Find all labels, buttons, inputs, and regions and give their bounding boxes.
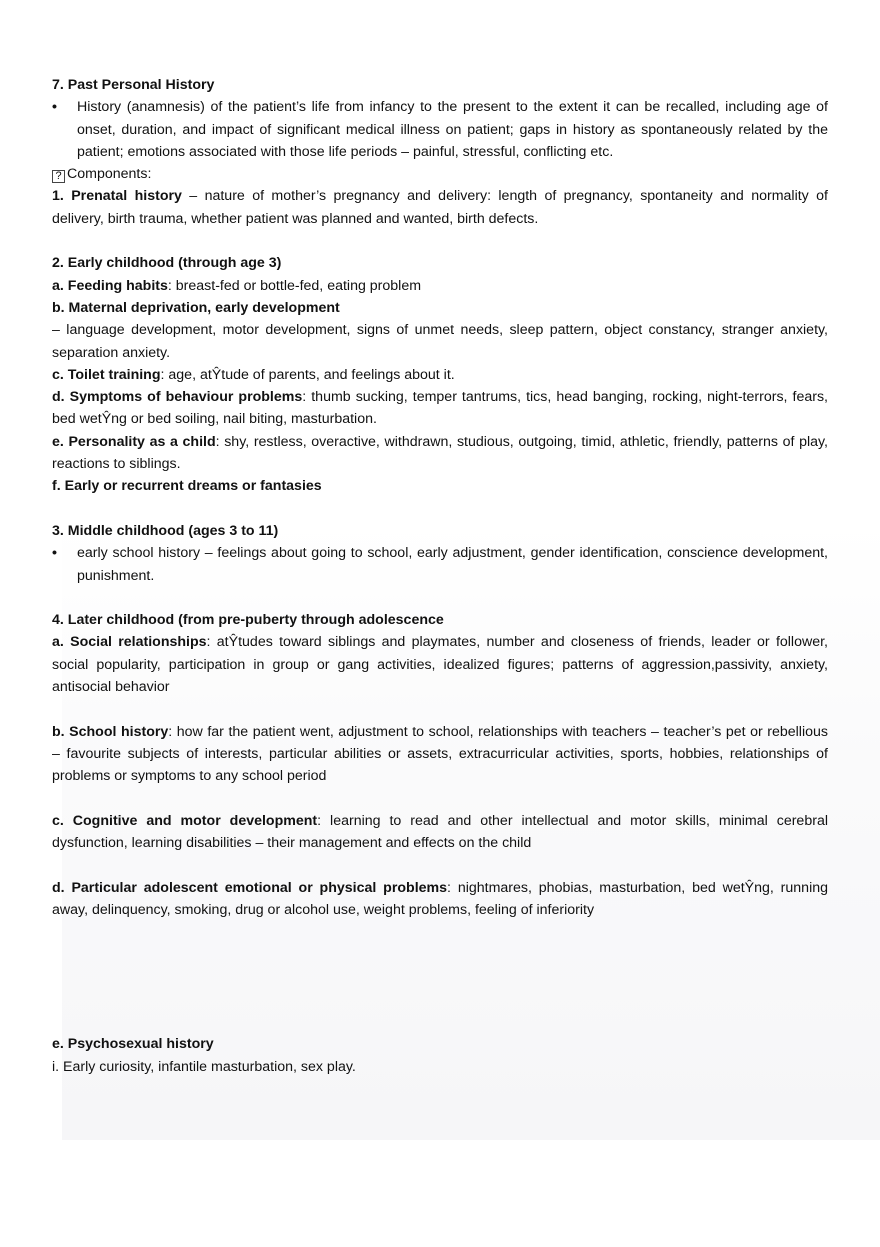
section-7-bullet: • History (anamnesis) of the patient’s life from infancy to the present to the extent it can be recalled, including age of onset, duration, and impact of significant medical illness on patient; gaps in history as spontaneously related by the patient; emotions associated with those life periods – painful, stressful, conflicting etc. xyxy=(52,96,828,163)
missing-glyph-icon: ? xyxy=(52,170,65,183)
psychosexual-history-heading: e. Psychosexual history xyxy=(52,1036,214,1053)
components-line: ? Components: xyxy=(52,163,828,185)
document-body xyxy=(52,74,828,1078)
cognitive-motor-development: c. Cognitive and motor development: learning to read and other intellectual and motor skills, minimal cerebral dysfunction, learning disabilities – their management and effects on the child xyxy=(52,812,828,852)
section-2-title: 2. Early childhood (through age 3) xyxy=(52,255,282,272)
social-relationships: a. Social relationships: atŶtudes toward siblings and playmates, number and closeness of friends, leader or follower, social popularity, participation in group or gang activities, idealized figures; patterns of aggression,passivity, anxiety, antisocial behavior xyxy=(52,634,828,696)
bullet-icon: • xyxy=(52,99,57,116)
section-7-title: 7. Past Personal History xyxy=(52,77,215,93)
section-4-title: 4. Later childhood (from pre-puberty through adolescence xyxy=(52,612,444,629)
dreams-fantasies: f. Early or recurrent dreams or fantasies xyxy=(52,478,322,495)
behaviour-problems: d. Symptoms of behaviour problems: thumb sucking, temper tantrums, tics, head banging, rocking, night-terrors, fears, bed wetŶng or bed soiling, nail biting, masturbation. xyxy=(52,389,828,428)
section-3-title: 3. Middle childhood (ages 3 to 11) xyxy=(52,522,279,539)
maternal-deprivation-heading: b. Maternal deprivation, early development xyxy=(52,299,340,316)
bullet-icon: • xyxy=(52,545,57,562)
maternal-deprivation-text: – language development, motor development, signs of unmet needs, sleep pattern, object constancy, stranger anxiety, separation anxiety. xyxy=(52,322,828,361)
psychosexual-history-item-i: i. Early curiosity, infantile masturbation, sex play. xyxy=(52,1058,356,1075)
toilet-training: c. Toilet training: age, atŶtude of parents, and feelings about it. xyxy=(52,366,455,383)
prenatal-history: 1. Prenatal history – nature of mother’s pregnancy and delivery: length of pregnancy, spontaneity and normality of delivery, birth trauma, whether patient was planned and wanted, birth defects. xyxy=(52,188,828,227)
section-3-bullet: • early school history – feelings about going to school, early adjustment, gender identification, conscience development, punishment. xyxy=(52,542,828,587)
feeding-habits: a. Feeding habits: breast-fed or bottle-fed, eating problem xyxy=(52,277,422,294)
personality-as-child: e. Personality as a child: shy, restless, overactive, withdrawn, studious, outgoing, timid, athletic, friendly, patterns of play, reactions to siblings. xyxy=(52,433,828,473)
school-history: b. School history: how far the patient went, adjustment to school, relationships with teachers – teacher’s pet or rebellious – favourite subjects of interests, particular abilities or assets, extracurricular activities, sports, hobbies, relationships of problems or symptoms to any school period xyxy=(52,723,828,785)
adolescent-problems: d. Particular adolescent emotional or physical problems: nightmares, phobias, masturbation, bed wetŶng, running away, delinquency, smoking, drug or alcohol use, weight problems, feeling of inferiority xyxy=(52,879,829,918)
